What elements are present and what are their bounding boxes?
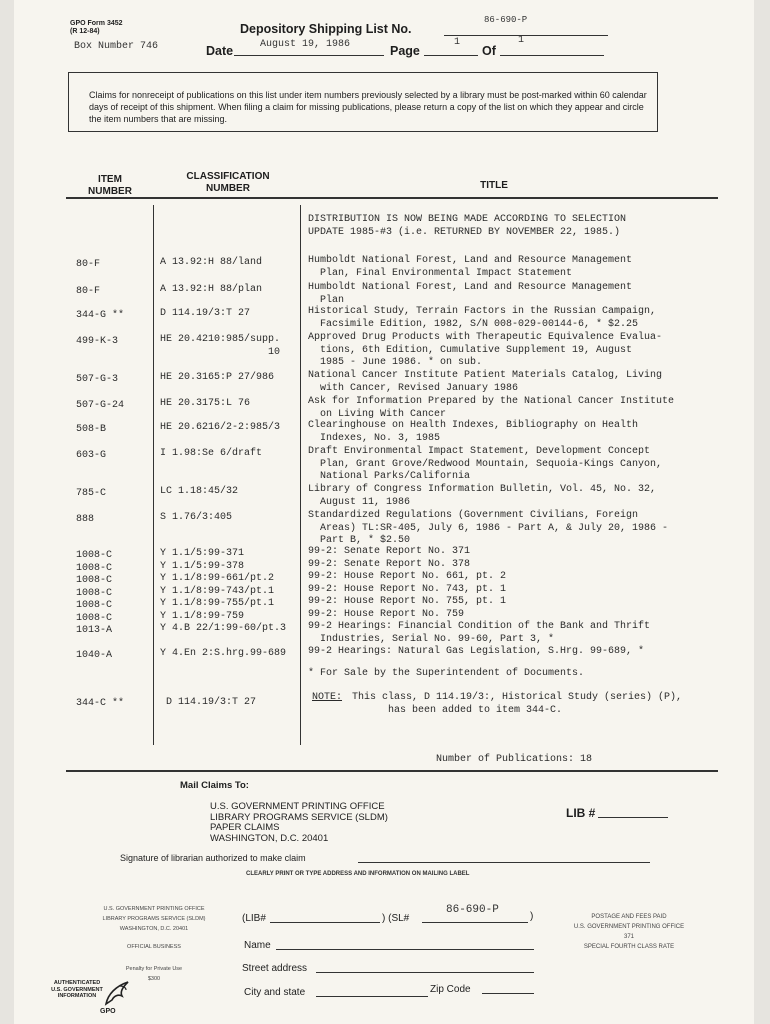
signature-line [358, 862, 650, 863]
row-title: 99-2: House Report No. 743, pt. 1 [308, 584, 507, 595]
shipping-list-page [14, 0, 754, 1024]
note-row-class: D 114.19/3:T 27 [166, 697, 257, 708]
row-title: 99-2 Hearings: Natural Gas Legislation, S.Hrg. 99-689, * [308, 646, 645, 657]
row-title: Ask for Information Prepared by the National Cancer Institute on Living With Cancer [308, 396, 675, 420]
street-label: Street address [242, 963, 308, 974]
row-title: 99-2: House Report No. 661, pt. 2 [308, 571, 507, 582]
list-no-line [444, 35, 608, 36]
return-address: U.S. GOVERNMENT PRINTING OFFICE LIBRARY PROGRAMS SERVICE (SLDM) WASHINGTON, D.C. 20401 [102, 906, 206, 932]
row-item-number: 507-G-24 [76, 400, 125, 411]
sl-field-line [422, 922, 528, 923]
claims-notice-box [68, 72, 658, 132]
row-classification-number: LC 1.18:45/32 [160, 486, 239, 497]
row-classification-number: Y 4.B 22/1:99-60/pt.3 [160, 623, 287, 634]
row-item-number: 888 [76, 514, 95, 525]
mail-claims-heading: Mail Claims To: [180, 780, 249, 791]
of-label: Of [482, 44, 496, 58]
note-label: NOTE: [312, 692, 343, 703]
class-header-line1: CLASSIFICATION [186, 171, 270, 182]
lib-field-label: (LIB# [242, 913, 266, 924]
row-item-number: 603-G [76, 450, 107, 461]
form-number: GPO Form 3452 [70, 20, 123, 27]
title-header: TITLE [480, 180, 508, 191]
row-classification-number: A 13.92:H 88/land [160, 257, 263, 268]
row-classification-number: Y 1.1/8:99-755/pt.1 [160, 598, 275, 609]
row-title: Standardized Regulations (Government Civilians, Foreign Areas) TL:SR-405, July 6, 1986 - Part A, & July 20, 1986 - Part B, * $2.50 [308, 510, 669, 546]
row-title: Approved Drug Products with Therapeutic Equivalence Evalua- tions, 6th Edition, Cumulative Supplement 19, August 1985 - June 1986. * on sub. [308, 332, 663, 368]
city-line [316, 996, 428, 997]
row-item-number: 508-B [76, 424, 107, 435]
sl-field-close: ) [530, 911, 534, 922]
date-label: Date [206, 44, 234, 58]
row-title: 99-2: House Report No. 759 [308, 609, 465, 620]
lib-field-line [270, 922, 380, 923]
item-number-header [70, 174, 150, 198]
row-item-number: 499-K-3 [76, 336, 119, 347]
row-classification-number: Y 1.1/8:99-759 [160, 611, 245, 622]
row-classification-number: Y 1.1/8:99-661/pt.2 [160, 573, 275, 584]
item-header-line2: NUMBER [88, 186, 132, 197]
distribution-intro: DISTRIBUTION IS NOW BEING MADE ACCORDING TO SELECTION UPDATE 1985-#3 (i.e. RETURNED BY NOVEMBER 22, 1985.) [308, 214, 627, 238]
row-classification-number: Y 4.En 2:S.hrg.99-689 [160, 648, 287, 659]
row-classification-number: S 1.76/3:405 [160, 512, 233, 523]
row-title: Humboldt National Forest, Land and Resource Management Plan [308, 282, 633, 306]
row-title: Draft Environmental Impact Statement, Development Concept Plan, Grant Grove/Redwood Mountain, Sequoia-Kings Canyon, National Parks/California [308, 446, 663, 482]
row-title: Library of Congress Information Bulletin, Vol. 45, No. 32, August 11, 1986 [308, 484, 657, 508]
classification-number-header [168, 171, 288, 195]
row-title: Historical Study, Terrain Factors in the Russian Campaign, Facsimile Edition, 1982, S/N 008-029-00144-6, * $2.25 [308, 306, 657, 330]
street-line [316, 972, 534, 973]
column-divider-2 [300, 205, 301, 745]
page-label: Page [390, 44, 420, 58]
date-line [234, 55, 384, 56]
box-number: Box Number 746 [74, 41, 159, 52]
row-classification-number: A 13.92:H 88/plan [160, 284, 263, 295]
date-value: August 19, 1986 [260, 39, 351, 50]
row-item-number: 1008-C [76, 600, 113, 611]
name-label: Name [244, 940, 271, 951]
row-title: Clearinghouse on Health Indexes, Bibliography on Health Indexes, No. 3, 1985 [308, 420, 639, 444]
name-line [276, 949, 534, 950]
row-classification-number: HE 20.6216/2-2:985/3 [160, 422, 281, 433]
row-title: 99-2: Senate Report No. 378 [308, 559, 471, 570]
row-title: Humboldt National Forest, Land and Resource Management Plan, Final Environmental Impact Statement [308, 255, 633, 279]
row-classification-number: Y 1.1/5:99-371 [160, 548, 245, 559]
header-rule [66, 197, 718, 199]
sl-field-value: 86-690-P [446, 904, 499, 916]
row-item-number: 1008-C [76, 550, 113, 561]
gpo-logo [46, 978, 136, 1018]
zip-line [482, 993, 534, 994]
penalty-notice: Penalty for Private Use $300 [125, 966, 183, 982]
row-title: 99-2: Senate Report No. 371 [308, 546, 471, 557]
publications-total: Number of Publications: 18 [436, 754, 593, 765]
claims-notice-text: Claims for nonreceipt of publications on this list under item numbers previously selected by a library must be post-marked within 60 calendar days of receipt of this shipment. When filing a claim for missing publications, please return a copy of the list on which they appear and circle the item numbers that are missing. [89, 90, 647, 124]
row-classification-number: HE 20.4210:985/supp. 10 [160, 334, 281, 358]
print-notice: CLEARLY PRINT OR TYPE ADDRESS AND INFORMATION ON MAILING LABEL [246, 871, 470, 877]
row-item-number: 344-G ** [76, 310, 125, 321]
of-value: 1 [518, 35, 525, 46]
sale-note: * For Sale by the Superintendent of Documents. [308, 668, 585, 679]
list-no-value: 86-690-P [484, 15, 528, 25]
row-item-number: 1040-A [76, 650, 113, 661]
claims-mailing-address: U.S. GOVERNMENT PRINTING OFFICE LIBRARY PROGRAMS SERVICE (SLDM) PAPER CLAIMS WASHINGTON, D.C. 20401 [210, 801, 388, 844]
row-title: National Cancer Institute Patient Materials Catalog, Living with Cancer, Revised January 1986 [308, 370, 663, 394]
of-line [500, 55, 604, 56]
page-line [424, 55, 478, 56]
item-header-line1: ITEM [98, 174, 122, 185]
row-classification-number: Y 1.1/5:99-378 [160, 561, 245, 572]
sl-field-label: ) (SL# [382, 913, 410, 924]
zip-label: Zip Code [430, 984, 471, 995]
page-value: 1 [454, 37, 461, 48]
lib-number-label: LIB # [566, 806, 596, 820]
row-item-number: 80-F [76, 259, 101, 270]
row-item-number: 1008-C [76, 613, 113, 624]
postage-indicia: POSTAGE AND FEES PAID U.S. GOVERNMENT PRINTING OFFICE 371 SPECIAL FOURTH CLASS RATE [573, 914, 685, 950]
row-classification-number: Y 1.1/8:99-743/pt.1 [160, 586, 275, 597]
note-text: This class, D 114.19/3:, Historical Study (series) (P), has been added to item 344-C. [352, 692, 683, 716]
signature-label: Signature of librarian authorized to make claim [120, 853, 306, 863]
row-classification-number: D 114.19/3:T 27 [160, 308, 251, 319]
row-item-number: 1008-C [76, 575, 113, 586]
row-classification-number: HE 20.3175:L 76 [160, 398, 251, 409]
city-label: City and state [244, 987, 306, 998]
footer-rule [66, 770, 718, 772]
official-business: OFFICIAL BUSINESS [127, 944, 181, 950]
row-item-number: 1008-C [76, 563, 113, 574]
note-row-item: 344-C ** [76, 698, 125, 709]
eagle-icon [102, 978, 132, 1008]
logo-text: AUTHENTICATED U.S. GOVERNMENT INFORMATION [51, 980, 103, 999]
row-item-number: 1008-C [76, 588, 113, 599]
row-classification-number: HE 20.3165:P 27/986 [160, 372, 275, 383]
logo-gpo: GPO [100, 1008, 116, 1015]
column-divider-1 [153, 205, 154, 745]
form-title: Depository Shipping List No. [240, 22, 412, 36]
form-revision: (R 12-84) [70, 28, 100, 35]
row-item-number: 507-G-3 [76, 374, 119, 385]
row-item-number: 1013-A [76, 625, 113, 636]
row-classification-number: I 1.98:Se 6/draft [160, 448, 263, 459]
row-title: 99-2: House Report No. 755, pt. 1 [308, 596, 507, 607]
lib-number-line [598, 817, 668, 818]
row-item-number: 785-C [76, 488, 107, 499]
row-title: 99-2 Hearings: Financial Condition of the Bank and Thrift Industries, Serial No. 99-60, Part 3, * [308, 621, 651, 645]
row-item-number: 80-F [76, 286, 101, 297]
class-header-line2: NUMBER [206, 183, 250, 194]
